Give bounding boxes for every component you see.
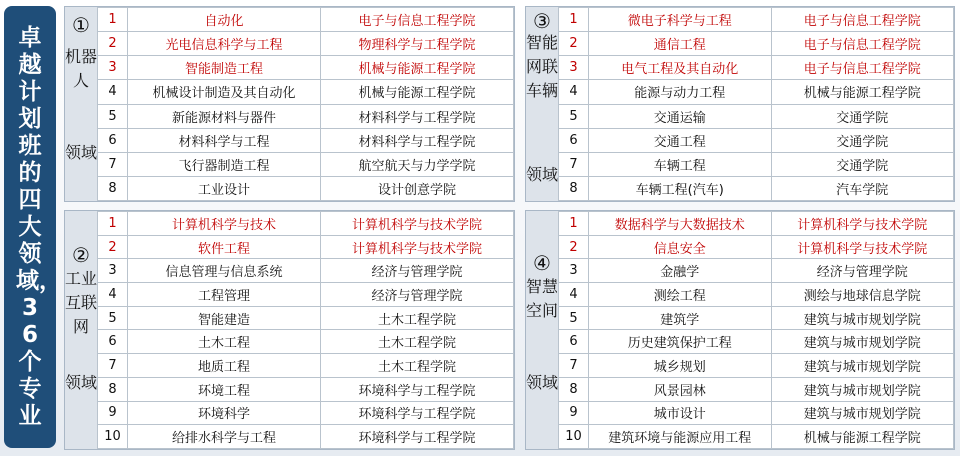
row-number: 1 <box>559 212 589 236</box>
row-number: 9 <box>559 401 589 425</box>
domain-name: 工业互联网 <box>65 269 98 336</box>
table-row <box>98 176 514 200</box>
table-row <box>559 354 954 378</box>
table-row <box>98 330 514 354</box>
domain-robotics <box>64 6 515 202</box>
school-name: 计算机科学与技术学院 <box>771 212 954 236</box>
school-name: 汽车学院 <box>771 176 954 200</box>
row-number: 4 <box>559 283 589 307</box>
row-number: 8 <box>98 377 128 401</box>
row-number: 5 <box>98 306 128 330</box>
school-name: 建筑与城市规划学院 <box>771 330 954 354</box>
major-name: 环境工程 <box>128 377 321 401</box>
row-number: 3 <box>559 259 589 283</box>
domain-number: ② <box>72 243 90 267</box>
major-name: 机械设计制造及其自动化 <box>128 80 321 104</box>
row-number: 7 <box>98 152 128 176</box>
school-name: 经济与管理学院 <box>321 283 514 307</box>
table-row <box>559 80 954 104</box>
school-name: 计算机科学与技术学院 <box>771 235 954 259</box>
table-row <box>559 259 954 283</box>
table-row <box>98 283 514 307</box>
school-name: 测绘与地球信息学院 <box>771 283 954 307</box>
table-row <box>559 235 954 259</box>
major-name: 光电信息科学与工程 <box>128 32 321 56</box>
major-name: 风景园林 <box>589 377 772 401</box>
table-row <box>98 401 514 425</box>
major-name: 能源与动力工程 <box>589 80 772 104</box>
major-name: 车辆工程(汽车) <box>589 176 772 200</box>
school-name: 电子与信息工程学院 <box>771 56 954 80</box>
school-name: 电子与信息工程学院 <box>771 32 954 56</box>
school-name: 计算机科学与技术学院 <box>321 212 514 236</box>
row-number: 7 <box>98 354 128 378</box>
row-number: 10 <box>559 425 589 449</box>
table-row <box>559 401 954 425</box>
row-number: 8 <box>98 176 128 200</box>
row-number: 2 <box>98 235 128 259</box>
major-name: 新能源材料与器件 <box>128 104 321 128</box>
table-row <box>98 128 514 152</box>
school-name: 交通学院 <box>771 104 954 128</box>
table-row <box>559 176 954 200</box>
table-row <box>98 80 514 104</box>
school-name: 材料科学与工程学院 <box>321 104 514 128</box>
table-row <box>98 56 514 80</box>
domain-label <box>65 211 98 449</box>
major-name: 通信工程 <box>589 32 772 56</box>
row-number: 4 <box>559 80 589 104</box>
major-name: 建筑环境与能源应用工程 <box>589 425 772 449</box>
school-name: 机械与能源工程学院 <box>321 56 514 80</box>
major-name: 工程管理 <box>128 283 321 307</box>
major-name: 土木工程 <box>128 330 321 354</box>
table-row <box>559 283 954 307</box>
domain-number: ① <box>72 13 90 37</box>
domain-name: 机器人 <box>65 47 98 90</box>
school-name: 建筑与城市规划学院 <box>771 377 954 401</box>
major-name: 计算机科学与技术 <box>128 212 321 236</box>
major-name: 金融学 <box>589 259 772 283</box>
row-number: 2 <box>559 32 589 56</box>
school-name: 机械与能源工程学院 <box>321 80 514 104</box>
table-row <box>98 425 514 449</box>
row-number: 10 <box>98 425 128 449</box>
major-name: 自动化 <box>128 8 321 32</box>
row-number: 3 <box>559 56 589 80</box>
school-name: 物理科学与工程学院 <box>321 32 514 56</box>
school-name: 建筑与城市规划学院 <box>771 401 954 425</box>
table-row <box>98 354 514 378</box>
row-number: 5 <box>559 104 589 128</box>
school-name: 环境科学与工程学院 <box>321 425 514 449</box>
title-banner <box>4 6 62 448</box>
school-name: 土木工程学院 <box>321 306 514 330</box>
table-row <box>559 8 954 32</box>
table-row <box>98 212 514 236</box>
major-name: 智能制造工程 <box>128 56 321 80</box>
row-number: 1 <box>98 212 128 236</box>
major-name: 交通工程 <box>589 128 772 152</box>
row-number: 8 <box>559 176 589 200</box>
table-row <box>559 330 954 354</box>
domain-label <box>526 7 559 201</box>
major-name: 软件工程 <box>128 235 321 259</box>
school-name: 航空航天与力学学院 <box>321 152 514 176</box>
school-name: 设计创意学院 <box>321 176 514 200</box>
school-name: 电子与信息工程学院 <box>771 8 954 32</box>
banner-title: 卓越计划班的四大领域，36个专业 <box>16 24 62 429</box>
table-row <box>98 235 514 259</box>
major-name: 微电子科学与工程 <box>589 8 772 32</box>
table-row <box>98 32 514 56</box>
row-number: 4 <box>98 283 128 307</box>
table-row <box>559 56 954 80</box>
table-row <box>98 104 514 128</box>
table-row <box>559 306 954 330</box>
school-name: 经济与管理学院 <box>321 259 514 283</box>
major-table <box>97 7 514 201</box>
major-name: 历史建筑保护工程 <box>589 330 772 354</box>
table-row <box>98 259 514 283</box>
table-row <box>98 152 514 176</box>
domain-label <box>526 211 559 449</box>
domain-number: ③ <box>533 9 551 33</box>
major-name: 智能建造 <box>128 306 321 330</box>
table-row <box>559 425 954 449</box>
school-name: 材料科学与工程学院 <box>321 128 514 152</box>
school-name: 交通学院 <box>771 128 954 152</box>
school-name: 经济与管理学院 <box>771 259 954 283</box>
table-row <box>559 152 954 176</box>
row-number: 6 <box>559 128 589 152</box>
domain-suffix: 领域 <box>526 165 559 184</box>
row-number: 5 <box>98 104 128 128</box>
row-number: 6 <box>98 128 128 152</box>
row-number: 7 <box>559 354 589 378</box>
row-number: 1 <box>98 8 128 32</box>
row-number: 6 <box>98 330 128 354</box>
school-name: 土木工程学院 <box>321 354 514 378</box>
domain-suffix: 领域 <box>65 143 98 162</box>
row-number: 8 <box>559 377 589 401</box>
table-row <box>98 377 514 401</box>
row-number: 7 <box>559 152 589 176</box>
table-row <box>559 377 954 401</box>
row-number: 3 <box>98 56 128 80</box>
school-name: 计算机科学与技术学院 <box>321 235 514 259</box>
table-row <box>559 128 954 152</box>
school-name: 机械与能源工程学院 <box>771 80 954 104</box>
table-row <box>559 104 954 128</box>
major-name: 环境科学 <box>128 401 321 425</box>
major-name: 建筑学 <box>589 306 772 330</box>
major-name: 交通运输 <box>589 104 772 128</box>
major-name: 给排水科学与工程 <box>128 425 321 449</box>
domain-label <box>65 7 98 201</box>
row-number: 4 <box>98 80 128 104</box>
major-name: 工业设计 <box>128 176 321 200</box>
school-name: 机械与能源工程学院 <box>771 425 954 449</box>
row-number: 5 <box>559 306 589 330</box>
major-name: 材料科学与工程 <box>128 128 321 152</box>
school-name: 环境科学与工程学院 <box>321 401 514 425</box>
row-number: 9 <box>98 401 128 425</box>
table-row <box>559 32 954 56</box>
table-row <box>559 212 954 236</box>
domain-name: 智慧空间 <box>526 277 559 320</box>
table-row <box>98 8 514 32</box>
major-table <box>558 7 954 201</box>
major-name: 测绘工程 <box>589 283 772 307</box>
school-name: 建筑与城市规划学院 <box>771 306 954 330</box>
domain-number: ④ <box>533 251 551 275</box>
row-number: 3 <box>98 259 128 283</box>
domain-suffix: 领域 <box>65 373 98 392</box>
major-name: 飞行器制造工程 <box>128 152 321 176</box>
major-name: 信息安全 <box>589 235 772 259</box>
major-name: 城乡规划 <box>589 354 772 378</box>
row-number: 1 <box>559 8 589 32</box>
major-name: 数据科学与大数据技术 <box>589 212 772 236</box>
major-name: 城市设计 <box>589 401 772 425</box>
major-table <box>97 211 514 449</box>
major-name: 信息管理与信息系统 <box>128 259 321 283</box>
domain-smart-space <box>525 210 955 450</box>
school-name: 建筑与城市规划学院 <box>771 354 954 378</box>
major-name: 车辆工程 <box>589 152 772 176</box>
domain-connected-vehicles <box>525 6 955 202</box>
domain-industrial-internet <box>64 210 515 450</box>
major-table <box>558 211 954 449</box>
major-name: 电气工程及其自动化 <box>589 56 772 80</box>
school-name: 交通学院 <box>771 152 954 176</box>
school-name: 土木工程学院 <box>321 330 514 354</box>
row-number: 2 <box>98 32 128 56</box>
domain-suffix: 领域 <box>526 373 559 392</box>
major-name: 地质工程 <box>128 354 321 378</box>
row-number: 6 <box>559 330 589 354</box>
table-row <box>98 306 514 330</box>
school-name: 环境科学与工程学院 <box>321 377 514 401</box>
school-name: 电子与信息工程学院 <box>321 8 514 32</box>
domain-name: 智能网联车辆 <box>526 33 559 100</box>
row-number: 2 <box>559 235 589 259</box>
